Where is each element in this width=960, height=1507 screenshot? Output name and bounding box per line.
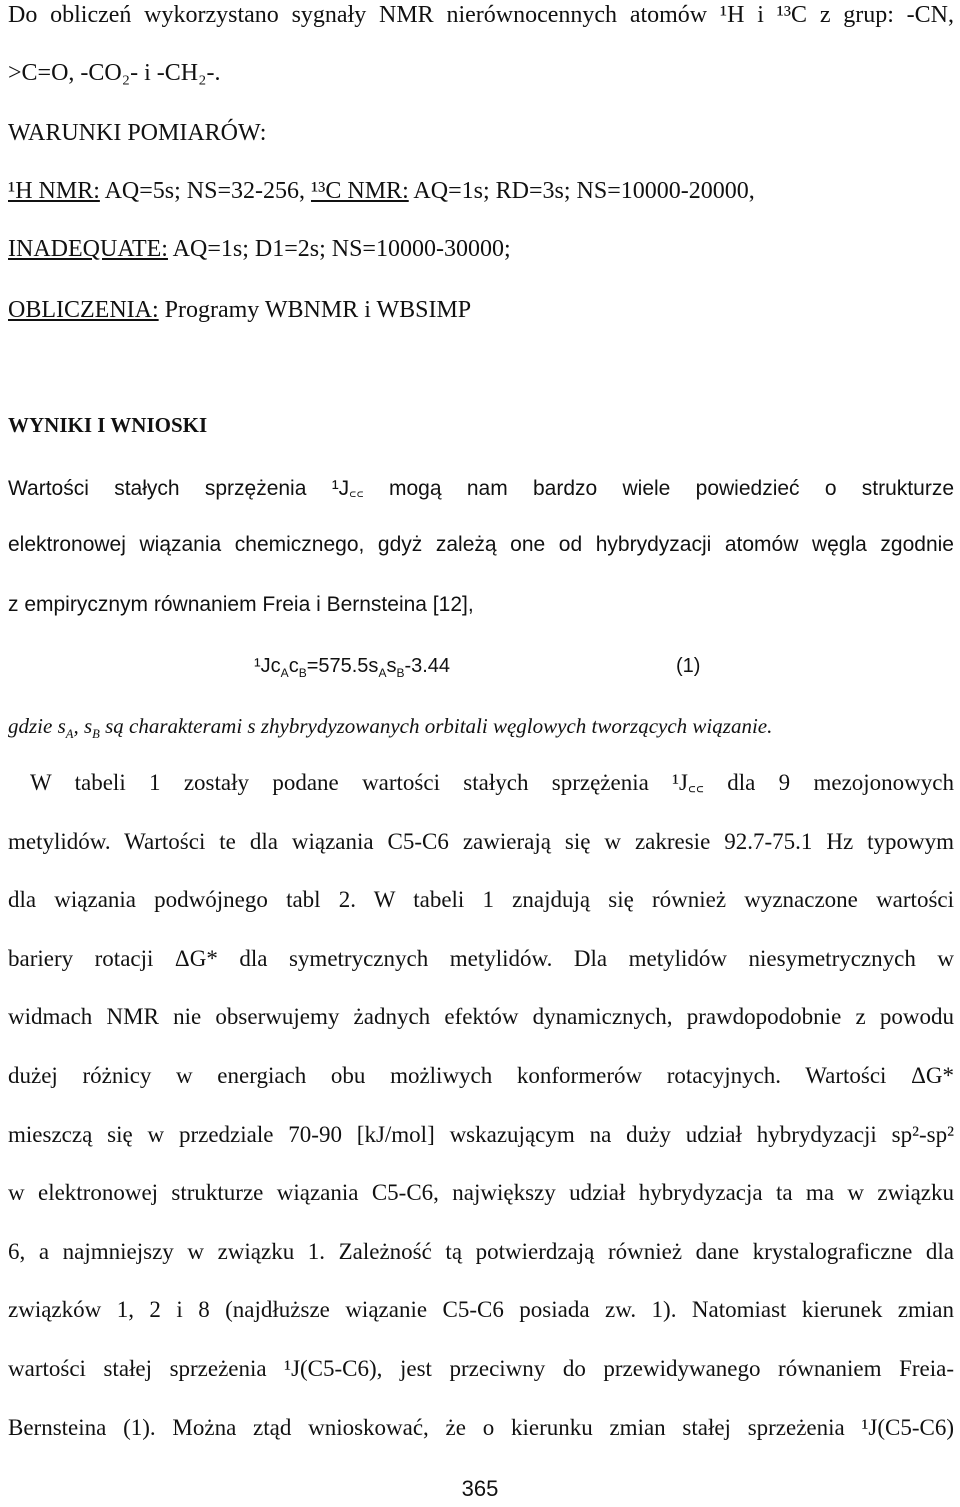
- paragraph-line: 6, a najmniejszy w związku 1. Zależność tą potwierdzają również dane krystalograficzne dla: [8, 1239, 954, 1264]
- freia-bernstein-equation: $^1Jc_Ac_B=575.5s_As_B-3.44$: [254, 655, 451, 680]
- methods-line-1: Do obliczeń wykorzystano sygnały NMR nierównocennych atomów ¹H i ¹³C z grup: -CN,: [8, 2, 954, 28]
- conditions-heading: WARUNKI POMIARÓW:: [8, 120, 267, 146]
- c-nmr-label: ¹³C NMR:: [310, 178, 409, 204]
- inadequate-params: AQ=1s; D1=2s; NS=10000-30000;: [172, 236, 511, 262]
- equation-number: (1): [676, 655, 701, 677]
- page-number: 365: [461, 1476, 499, 1501]
- paragraph-line: W tabeli 1 zostały podane wartości stałych sprzężenia ¹J꜀꜀ dla 9 mezojonowych: [30, 770, 954, 795]
- results-p1-line-2: elektronowej wiązania chemicznego, gdyż zależą one od hybrydyzacji atomów węgla zgodnie: [8, 533, 954, 556]
- results-p1-line-3: z empirycznym równaniem Freia i Bernsteina [12],: [8, 593, 474, 616]
- results-heading: WYNIKI I WNIOSKI: [8, 413, 208, 437]
- equation-where-text: są charakterami s zhybrydyzowanych orbitali węglowych tworzących wiązanie.: [105, 714, 773, 738]
- h-nmr-label: ¹H NMR:: [8, 178, 100, 204]
- equation-rhs: =575.5s: [306, 655, 379, 677]
- calculations-text: Programy WBNMR i WBSIMP: [164, 297, 472, 323]
- calculations-label: OBLICZENIA:: [8, 297, 159, 323]
- paragraph-line: Bernsteina (1). Można ztąd wnioskować, że o kierunku zmian stałej sprzeżenia ¹J(C5-C6): [8, 1415, 954, 1440]
- paragraph-line: mieszczą się w przedziale 70-90 [kJ/mol] wskazującym na duży udział hybrydyzacji sp²-sp²: [8, 1122, 954, 1147]
- equation-where-line: gdzie $s_A$, $s_B$ są charakterami s zhybrydyzowanych orbitali węglowych tworzących wiązanie.: [8, 714, 773, 742]
- calculations-line: [8, 295, 954, 325]
- paragraph-line: widmach NMR nie obserwujemy żadnych efektów dynamicznych, prawdopodobnie z powodu: [8, 1004, 954, 1029]
- paragraph-line: w elektronowej strukturze wiązania C5-C6, największy udział hybrydyzacja ta ma w związku: [8, 1180, 954, 1205]
- paragraph-line: dużej różnicy w energiach obu możliwych konformerów rotacyjnych. Wartości ΔG*: [8, 1063, 954, 1088]
- results-p1-line-1: Wartości stałych sprzężenia ¹J꜀꜀ mogą nam bardzo wiele powiedzieć o strukturze: [8, 477, 954, 500]
- methods-line-2: >C=O, -CO₂- i -CH₂-.: [8, 60, 221, 86]
- h-nmr-params: AQ=5s; NS=32-256,: [104, 178, 305, 204]
- c-nmr-params: AQ=1s; RD=3s; NS=10000-20000,: [413, 178, 755, 204]
- equation-tail: -3.44: [404, 655, 451, 677]
- paragraph-line: związków 1, 2 i 8 (najdłuższe wiązanie C5-C6 posiada zw. 1). Natomiast kierunek zmian: [8, 1297, 954, 1322]
- paragraph-line: wartości stałej sprzeżenia ¹J(C5-C6), jest przeciwny do przewidywanego równaniem Freia-: [8, 1356, 954, 1381]
- paragraph-line: metylidów. Wartości te dla wiązania C5-C6 zawierają się w zakresie 92.7-75.1 Hz typowym: [8, 829, 954, 854]
- inadequate-line: [8, 234, 954, 264]
- paragraph-line: bariery rotacji ΔG* dla symetrycznych metylidów. Dla metylidów niesymetrycznych w: [8, 946, 954, 971]
- nmr-params-line: [8, 176, 954, 206]
- inadequate-label: INADEQUATE:: [8, 236, 168, 262]
- paragraph-line: dla wiązania podwójnego tabl 2. W tabeli 1 znajdują się również wyznaczone wartości: [8, 887, 954, 912]
- equation-lhs: ¹Jc: [254, 655, 281, 677]
